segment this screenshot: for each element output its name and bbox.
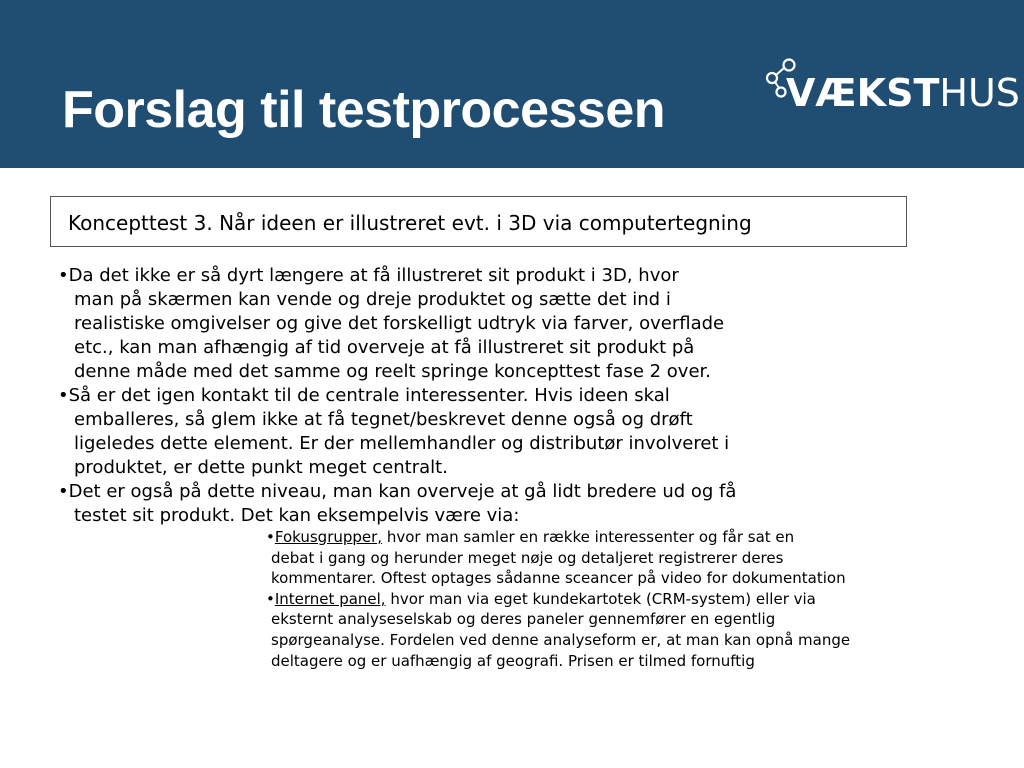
sub-bullet-first-line [266, 589, 966, 610]
sub-bullet-line: debat i gang og herunder meget nøje og detaljeret registrerer deres [271, 548, 784, 567]
term-internet-panel: Internet panel, [274, 589, 386, 608]
page-title: Forslag til testprocessen [62, 81, 666, 139]
bullet-glyph: • [266, 589, 275, 608]
sub-bullet-line: spørgeanalyse. Fordelen ved denne analyseform er, at man kan opnå mange [271, 630, 851, 649]
logo-wordmark: VÆKSTHUS [786, 71, 1020, 115]
bullet-line: denne måde med det samme og reelt springe koncepttest fase 2 over. [74, 361, 712, 382]
bullet-line: ligeledes dette element. Er der mellemhandler og distributør involveret i [74, 433, 730, 454]
main-bullet-list [58, 264, 838, 528]
bullet-glyph: • [266, 528, 275, 546]
concept-box [50, 196, 907, 247]
bullet-line: etc., kan man afhængig af tid overveje at få illustreret sit produkt på [74, 337, 695, 358]
sub-bullet-first-line [266, 527, 966, 548]
bullet-line: •Det er også på dette niveau, man kan overveje at gå lidt bredere ud og få [58, 481, 737, 502]
bullet-line: •Så er det igen kontakt til de centrale interessenter. Hvis ideen skal [58, 385, 670, 406]
vaeksthus-logo [764, 56, 1020, 126]
bullet-line: man på skærmen kan vende og dreje produktet og sætte det ind i [74, 289, 671, 310]
sub-bullet-line: kommentarer. Oftest optages sådanne sceancer på video for dokumentation [271, 569, 846, 588]
bullet-line: •Da det ikke er så dyrt længere at få illustreret sit produkt i 3D, hvor [58, 265, 679, 286]
sub-bullet-text: hvor man via eget kundekartotek (CRM-system) eller via [385, 589, 816, 608]
sub-bullet-text: hvor man samler en række interessenter og får sat en [382, 528, 795, 546]
sub-bullet-line: eksternt analyseselskab og deres paneler gennemfører en egentlig [271, 610, 776, 629]
sub-bullet-list [266, 527, 966, 671]
concept-heading: Koncepttest 3. Når ideen er illustreret evt. i 3D via computertegning [68, 211, 752, 235]
term-fokusgrupper: Fokusgrupper, [274, 528, 383, 546]
bullet-line: realistiske omgivelser og give det forskelligt udtryk via farver, overflade [74, 313, 725, 334]
bullet-line: produktet, er dette punkt meget centralt. [74, 457, 448, 478]
bullet-line: emballeres, så glem ikke at få tegnet/beskrevet denne også og drøft [74, 409, 693, 430]
sub-bullet-line: deltagere og er uafhængig af geografi. Prisen er tilmed fornuftig [271, 651, 755, 670]
bullet-line: testet sit produkt. Det kan eksempelvis være via: [74, 505, 520, 526]
header-banner [0, 0, 1024, 168]
